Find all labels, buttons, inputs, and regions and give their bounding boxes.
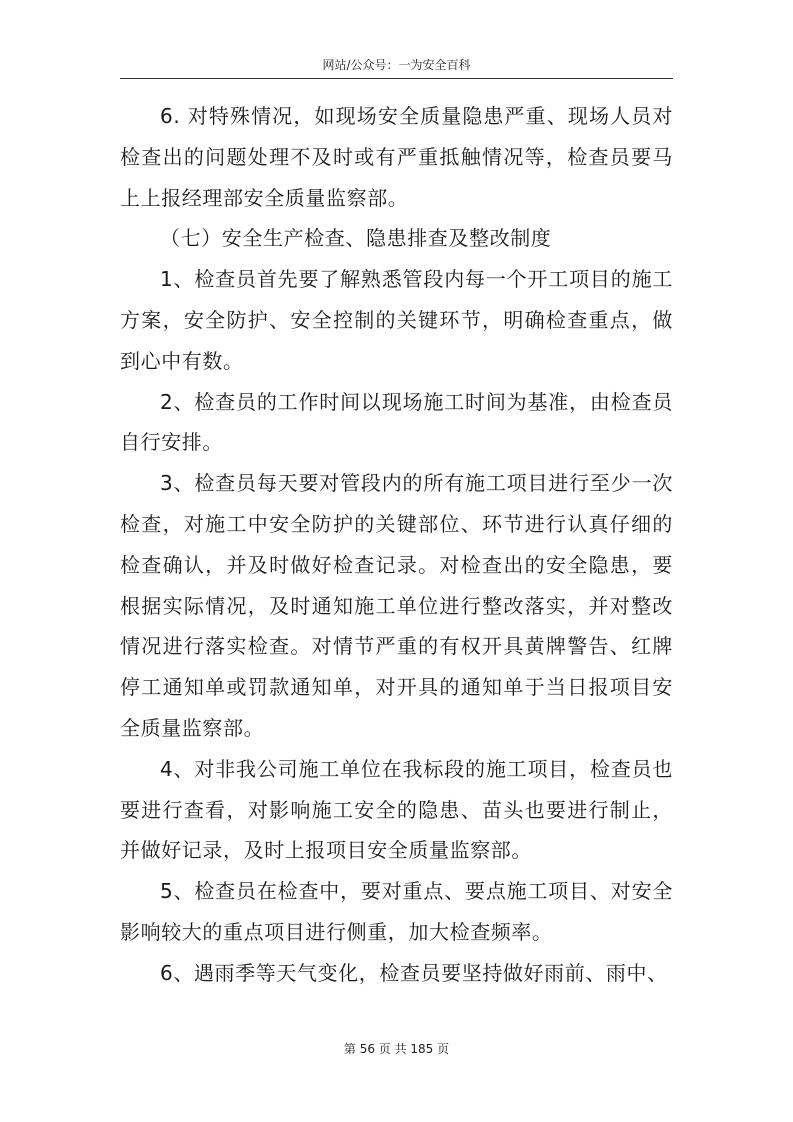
page-number: 第 56 页 共 185 页 <box>343 1042 450 1056</box>
paragraph: 1、检查员首先要了解熟悉管段内每一个开工项目的施工方案，安全防护、安全控制的关键环节，明确检查重点，做到心中有数。 <box>120 267 673 373</box>
paragraph: 6、遇雨季等天气变化，检查员要坚持做好雨前、雨中、 <box>160 960 668 985</box>
page-header <box>120 52 673 79</box>
section-heading: （七）安全生产检查、隐患排查及整改制度 <box>160 226 552 251</box>
paragraph: 3、检查员每天要对管段内的所有施工项目进行至少一次检查，对施工中安全防护的关键部位、环节进行认真仔细的检查确认，并及时做好检查记录。对检查出的安全隐患，要根据实际情况，及时通知施工单位进行整改落实，并对整改情况进行落实检查。对情节严重的有权开具黄牌警告、红牌停工通知单或罚款通知单，对开具的通知单于当日报项目安全质量监察部。 <box>120 471 673 740</box>
paragraph: 2、检查员的工作时间以现场施工时间为基准，由检查员自行安排。 <box>120 389 673 455</box>
paragraph: 6. 对特殊情况，如现场安全质量隐患严重、现场人员对检查出的问题处理不及时或有严重抵触情况等，检查员要马上上报经理部安全质量监察部。 <box>120 104 673 210</box>
paragraph: 5、检查员在检查中，要对重点、要点施工项目、对安全影响较大的重点项目进行侧重，加大检查频率。 <box>120 879 673 944</box>
header-text: 网站/公众号：一为安全百科 <box>322 58 471 72</box>
document-body <box>120 96 673 994</box>
paragraph: 4、对非我公司施工单位在我标段的施工项目，检查员也要进行查看，对影响施工安全的隐患、苗头也要进行制止，并做好记录，及时上报项目安全质量监察部。 <box>120 756 673 863</box>
page-footer <box>0 1039 793 1059</box>
